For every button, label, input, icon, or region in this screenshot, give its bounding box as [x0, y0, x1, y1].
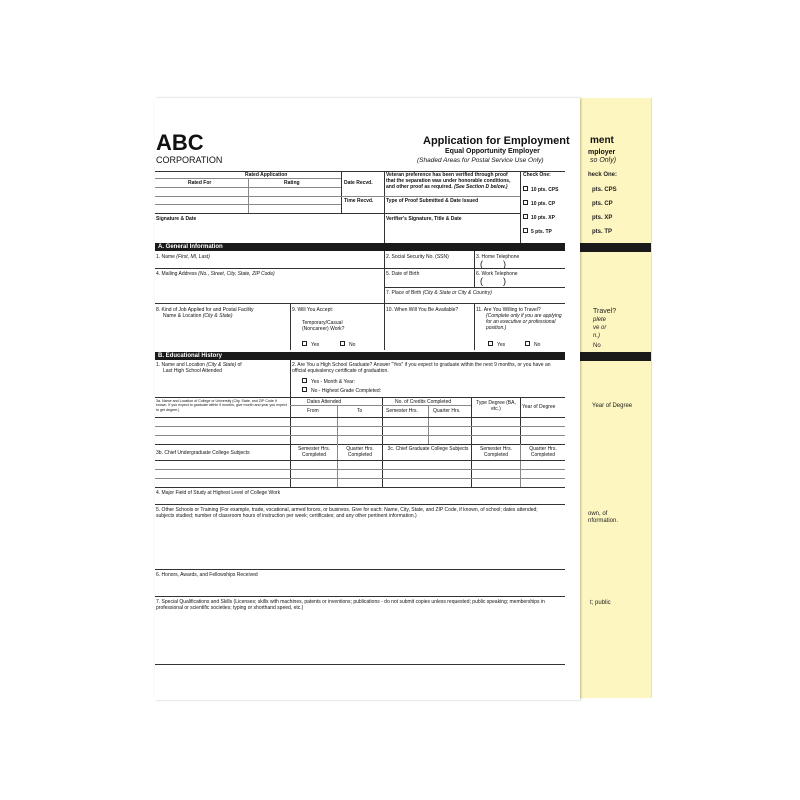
undergrad-semester-label: Semester Hrs. Completed	[298, 446, 330, 458]
type-degree-label: Type Degree (BA, etc.)	[476, 400, 516, 412]
name-label: 1. Name (First, MI, Last)	[156, 254, 210, 260]
cp-label: 10 pts. CP	[531, 201, 556, 207]
hs-graduate-question: 2. Are You a High School Graduate? Answer "Yes" if you expect to graduate within the next 9 months, or you have an official equivalency certificate of graduation.	[292, 362, 551, 374]
copy-travel-l2: ve or	[593, 325, 607, 331]
rating-label: Rating	[284, 180, 300, 186]
tp-checkbox[interactable]	[523, 228, 528, 233]
rated-application-label: Rated Application	[245, 172, 288, 178]
quarter-hrs-label: Quarter Hrs.	[433, 408, 461, 414]
grad-quarter-label: Quarter Hrs. Completed	[529, 446, 557, 458]
accept-no-label: No	[349, 342, 356, 348]
xp-label: 10 pts. XP	[531, 215, 555, 221]
copy-travel: Travel?	[593, 308, 617, 315]
grad-yes-label: Yes - Month & Year:	[311, 379, 356, 385]
company-logo: ABC	[156, 130, 204, 155]
ssn-label: 2. Social Security No. (SSN)	[386, 254, 449, 260]
job-location-label: Name & Location (City & State)	[163, 313, 233, 319]
major-field-label: 4. Major Field of Study at Highest Level of College Work	[156, 490, 281, 496]
grad-yes-checkbox[interactable]	[302, 378, 307, 383]
available-label: 10. When Will You Be Available?	[386, 307, 459, 313]
job-applied-label: 8. Kind of Job Applied for and Postal Facility	[156, 307, 254, 313]
home-phone-label: 3. Home Telephone	[476, 254, 520, 260]
high-school-label: 1. Name and Location (City & State) of	[156, 362, 242, 368]
accept-no-checkbox[interactable]	[340, 341, 345, 346]
special-skills-label: 7. Special Qualifications and Skills (Licenses; skills with machines, patents or inventions; publications - do not submit copies unless requested; public speaking; memberships in professional or scientific societies; typing or shorthand speed, etc.)	[156, 599, 545, 611]
copy-cp: pts. CP	[592, 201, 613, 207]
dates-attended-label: Dates Attended	[307, 399, 342, 405]
signature-date-label: Signature & Date	[156, 216, 197, 222]
accept-yes-label: Yes	[311, 342, 320, 348]
copy-public: t; public	[590, 600, 611, 606]
copy-known: own, of	[588, 511, 608, 517]
semester-hrs-label: Semester Hrs.	[386, 408, 418, 414]
copy-tp: pts. TP	[592, 229, 613, 235]
veteran-preference-text: Veteran preference has been verified through proof that the separation was under honorable conditions, and other proof as required. (See Section D below.)	[386, 172, 511, 190]
home-phone-area-code[interactable]: ( )	[480, 259, 506, 269]
from-label: From	[307, 408, 319, 414]
section-a-header: A. General Information	[155, 243, 565, 251]
shaded-areas-note: (Shaded Areas for Postal Service Use Only)	[417, 157, 544, 164]
copy-subtitle-fragment: mployer	[588, 149, 616, 156]
travel-yes-checkbox[interactable]	[488, 341, 493, 346]
form-subtitle: Equal Opportunity Employer	[445, 148, 540, 155]
copy-travel-l3: n.)	[593, 333, 601, 339]
copy-xp: pts. XP	[592, 215, 613, 221]
undergrad-quarter-label: Quarter Hrs. Completed	[346, 446, 374, 458]
copy-year-degree: Year of Degree	[592, 403, 633, 409]
proof-type-label: Type of Proof Submitted & Date Issued	[386, 198, 479, 204]
work-phone-area-code[interactable]: ( )	[480, 276, 506, 286]
form-title: Application for Employment	[423, 135, 570, 147]
copy-info: nformation.	[588, 518, 619, 524]
college-label: 3a. Name and Location of College or University (City, State, and ZIP Code if known. If you expect to graduate within 9 months, give month and year you expect to get degree.)	[156, 399, 287, 412]
will-accept-label: 9. Will You Accept:	[292, 307, 334, 313]
copy-title-fragment: ment	[590, 135, 614, 146]
travel-no-label: No	[534, 342, 541, 348]
copy-check-one: heck One:	[588, 172, 618, 178]
grad-no-label: No - Highest Grade Completed:	[311, 388, 382, 394]
grad-no-checkbox[interactable]	[302, 387, 307, 392]
high-school-label-2: Last High School Attended	[163, 368, 222, 374]
to-label: To	[357, 408, 363, 414]
rated-for-label: Rated For	[188, 180, 212, 186]
dob-label: 5. Date of Birth	[386, 271, 420, 277]
cp-checkbox[interactable]	[523, 200, 528, 205]
mailing-address-label: 4. Mailing Address (No., Street, City, State, ZIP Code)	[156, 271, 275, 277]
application-form-sheet	[155, 98, 580, 700]
honors-label: 6. Honors, Awards, and Fellowships Received	[156, 572, 258, 578]
copy-travel-l1: plete	[593, 317, 607, 323]
section-b-header: B. Educational History	[155, 352, 565, 360]
pob-label: 7. Place of Birth (City & State or City & Country)	[386, 290, 492, 296]
grad-semester-label: Semester Hrs. Completed	[480, 446, 512, 458]
xp-checkbox[interactable]	[523, 214, 528, 219]
undergrad-subjects-label: 3b. Chief Undergraduate College Subjects	[156, 450, 250, 456]
accept-yes-checkbox[interactable]	[302, 341, 307, 346]
company-name: CORPORATION	[156, 155, 223, 165]
credits-label: No. of Credits Completed	[395, 399, 452, 405]
travel-yes-label: Yes	[497, 342, 506, 348]
travel-no-checkbox[interactable]	[525, 341, 530, 346]
grad-subjects-label: 3c. Chief Graduate College Subjects	[387, 446, 469, 452]
cps-checkbox[interactable]	[523, 186, 528, 191]
tp-label: 5 pts. TP	[531, 229, 552, 235]
other-schools-label: 5. Other Schools or Training (For example, trade, vocational, armed forces, or business. Give for each: Name, City, State, and ZIP Code, if known, of school; dates attended; subjects studied; number of classroom hours of instruction per week; certificates; and any other pertinent information.)	[156, 507, 538, 519]
date-recvd-label: Date Recvd.	[344, 180, 373, 186]
travel-hint: (Complete only if you are applying for an executive or professional position.)	[486, 313, 562, 331]
check-one-label: Check One:	[523, 172, 551, 178]
year-degree-label: Year of Degree	[522, 404, 556, 410]
cps-label: 10 pts. CPS	[531, 187, 559, 193]
temporary-label: Temporary/Casual	[302, 320, 343, 326]
copy-cps: pts. CPS	[592, 187, 617, 193]
verifier-signature-label: Verifier's Signature, Title & Date	[386, 216, 462, 222]
work-phone-label: 6. Work Telephone	[476, 271, 518, 277]
travel-label: 11. Are You Willing to Travel?	[476, 307, 541, 313]
copy-travel-no: No	[593, 343, 601, 349]
time-recvd-label: Time Recvd.	[344, 198, 374, 204]
noncareer-label: (Noncareer) Work?	[302, 326, 345, 332]
copy-note-fragment: so Only)	[590, 157, 617, 164]
